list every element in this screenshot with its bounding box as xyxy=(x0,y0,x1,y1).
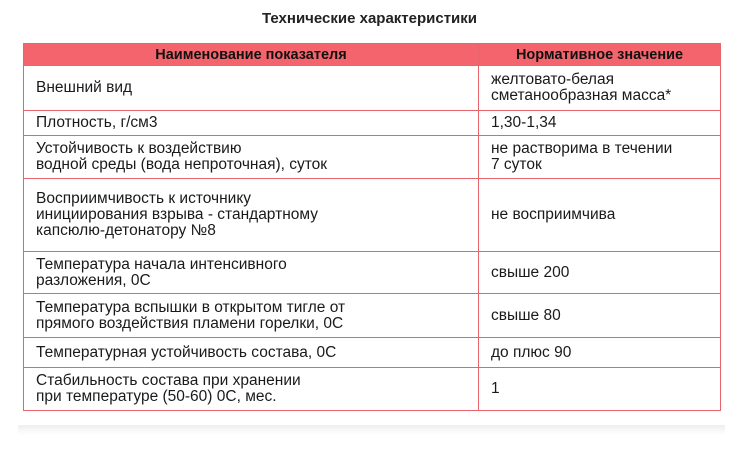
document-title: Технические характеристики xyxy=(261,10,478,27)
row-name-cell xyxy=(24,338,479,368)
row-name-cell xyxy=(24,368,479,411)
table-row xyxy=(24,136,721,179)
table-row xyxy=(24,368,721,411)
row-name-cell xyxy=(24,136,479,179)
table-row xyxy=(24,294,721,338)
row-name-cell xyxy=(24,111,479,136)
cell-line: разложения, 0С xyxy=(36,271,151,289)
table-shadow xyxy=(18,425,725,435)
cell-line: Восприимчивость к источнику xyxy=(36,190,252,207)
cell-line: 7 суток xyxy=(491,156,542,173)
cell-line: свыше 80 xyxy=(491,306,561,324)
row-value-cell xyxy=(479,179,721,252)
row-value-cell xyxy=(479,338,721,368)
table-row xyxy=(24,179,721,252)
cell-line: свыше 200 xyxy=(491,263,570,281)
cell-line: капсюлю-детонатору №8 xyxy=(36,222,216,239)
cell-line: прямого воздействия пламени горелки, 0С xyxy=(36,314,344,332)
cell-line: Температура начала интенсивного xyxy=(36,255,287,273)
cell-line: Плотность, г/см3 xyxy=(36,114,158,131)
cell-line: при температуре (50-60) 0С, мес. xyxy=(36,388,277,405)
cell-line: 1,30-1,34 xyxy=(491,114,557,131)
cell-line: водной среды (вода непроточная), суток xyxy=(36,156,328,173)
row-value-cell xyxy=(479,136,721,179)
table-row xyxy=(24,66,721,111)
row-value-cell xyxy=(479,294,721,338)
row-value-cell xyxy=(479,66,721,111)
row-name-cell xyxy=(24,66,479,111)
row-name-cell xyxy=(24,294,479,338)
column-header-value: Нормативное значение xyxy=(479,44,721,66)
table-header-row xyxy=(24,44,721,66)
cell-line: Температурная устойчивость состава, 0С xyxy=(36,343,337,361)
row-value-cell xyxy=(479,368,721,411)
cell-line: не растворима в течении xyxy=(491,140,673,157)
row-value-cell xyxy=(479,111,721,136)
table-row xyxy=(24,338,721,368)
table-row xyxy=(24,111,721,136)
cell-line: сметанообразная масса* xyxy=(491,87,672,104)
row-value-cell xyxy=(479,252,721,294)
row-name-cell xyxy=(24,252,479,294)
table-row xyxy=(24,252,721,294)
cell-line: желтовато-белая xyxy=(491,71,614,88)
cell-line: до плюс 90 xyxy=(491,343,572,361)
cell-line: Стабильность состава при хранении xyxy=(36,372,301,389)
cell-line: Температура вспышки в открытом тигле от xyxy=(36,298,346,316)
specifications-table xyxy=(23,43,721,411)
cell-line: не восприимчива xyxy=(491,206,616,223)
cell-line: инициирования взрыва - стандартному xyxy=(36,206,318,223)
cell-line: Внешний вид xyxy=(36,79,133,96)
row-name-cell xyxy=(24,179,479,252)
column-header-name: Наименование показателя xyxy=(24,44,479,66)
cell-line: 1 xyxy=(491,380,500,397)
cell-line: Устойчивость к воздействию xyxy=(36,140,242,157)
